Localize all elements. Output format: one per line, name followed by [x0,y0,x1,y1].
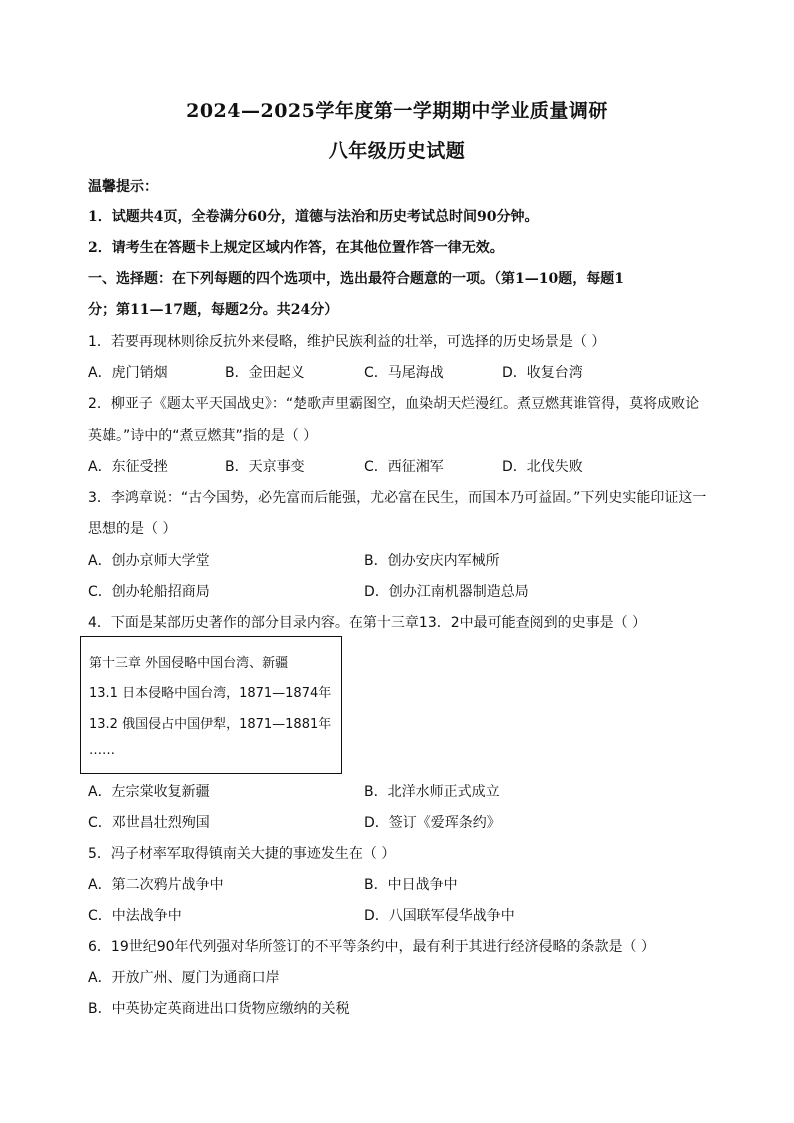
question-6-option-a: A．开放广州、厦门为通商口岸 [88,970,280,986]
table-of-contents-box [80,636,342,774]
question-3-option-d: D．创办江南机器制造总局 [364,584,529,600]
toc-ellipsis: …… [89,743,115,758]
question-5-option-a: A．第二次鸦片战争中 [88,877,224,893]
tips-heading: 温馨提示： [88,179,158,195]
toc-chapter-13: 第十三章 外国侵略中国台湾、新疆 [89,656,289,671]
section-heading-line1: 一、选择题：在下列每题的四个选项中，选出最符合题意的一项。（第1—10题，每题1 [88,271,624,287]
question-2-option-c: C．西征湘军 [364,459,444,475]
question-5-option-d: D．八国联军侵华战争中 [364,908,515,924]
question-4-stem: 4．下面是某部历史著作的部分目录内容。在第十三章13．2中最可能查阅到的史事是（ ） [88,615,647,631]
question-2-option-d: D．北伐失败 [502,459,583,475]
question-3-option-a: A．创办京师大学堂 [88,553,210,569]
question-1-option-b: B．金田起义 [225,365,305,381]
tip-1: 1．试题共4页，全卷满分60分，道德与法治和历史考试总时间90分钟。 [88,209,539,225]
question-1-option-a: A．虎门销烟 [88,365,168,381]
question-4-option-c: C．邓世昌壮烈殉国 [88,815,210,831]
question-4-option-d: D．签订《爱珲条约》 [364,815,501,831]
question-2-option-a: A．东征受挫 [88,459,168,475]
question-4-option-a: A．左宗棠收复新疆 [88,784,210,800]
question-5-option-b: B．中日战争中 [364,877,458,893]
question-5-stem: 5．冯子材率军取得镇南关大捷的事迹发生在（ ） [88,846,396,862]
question-2-stem-line1: 2．柳亚子《题太平天国战史》：“楚歌声里霸图空，血染胡天烂漫红。煮豆燃萁谁管得，莫将成败论 [88,396,700,412]
question-1-option-d: D．收复台湾 [502,365,583,381]
section-heading-line2: 分；第11—17题，每题2分。共24分） [88,302,339,318]
question-6-stem: 6．19世纪90年代列强对华所签订的不平等条约中，最有利于其进行经济侵略的条款是（ ） [88,939,655,955]
question-5-option-c: C．中法战争中 [88,908,182,924]
question-2-option-b: B．天京事变 [225,459,305,475]
question-4-option-b: B．北洋水师正式成立 [364,784,500,800]
question-2-stem-line2: 英雄。”诗中的“煮豆燃萁”指的是（ ） [88,428,318,444]
question-3-stem-line2: 思想的是（ ） [88,521,177,537]
question-3-option-b: B．创办安庆内军械所 [364,553,500,569]
question-1-stem: 1．若要再现林则徐反抗外来侵略，维护民族利益的壮举，可选择的历史场景是（ ） [88,334,606,350]
toc-section-13-2: 13.2 俄国侵占中国伊犁，1871—1881年 [89,717,332,732]
question-3-option-c: C．创办轮船招商局 [88,584,210,600]
question-3-stem-line1: 3．李鸿章说：“古今国势，必先富而后能强，尤必富在民生，而国本乃可益固。”下列史实能印证这一 [88,490,707,506]
exam-title: 2024—2025学年度第一学期期中学业质量调研 [186,100,608,122]
exam-subtitle: 八年级历史试题 [328,140,466,162]
tip-2: 2．请考生在答题卡上规定区域内作答，在其他位置作答一律无效。 [88,240,504,256]
question-1-option-c: C．马尾海战 [364,365,444,381]
toc-section-13-1: 13.1 日本侵略中国台湾，1871—1874年 [89,686,332,701]
question-6-option-b: B．中英协定英商进出口货物应缴纳的关税 [88,1001,350,1017]
